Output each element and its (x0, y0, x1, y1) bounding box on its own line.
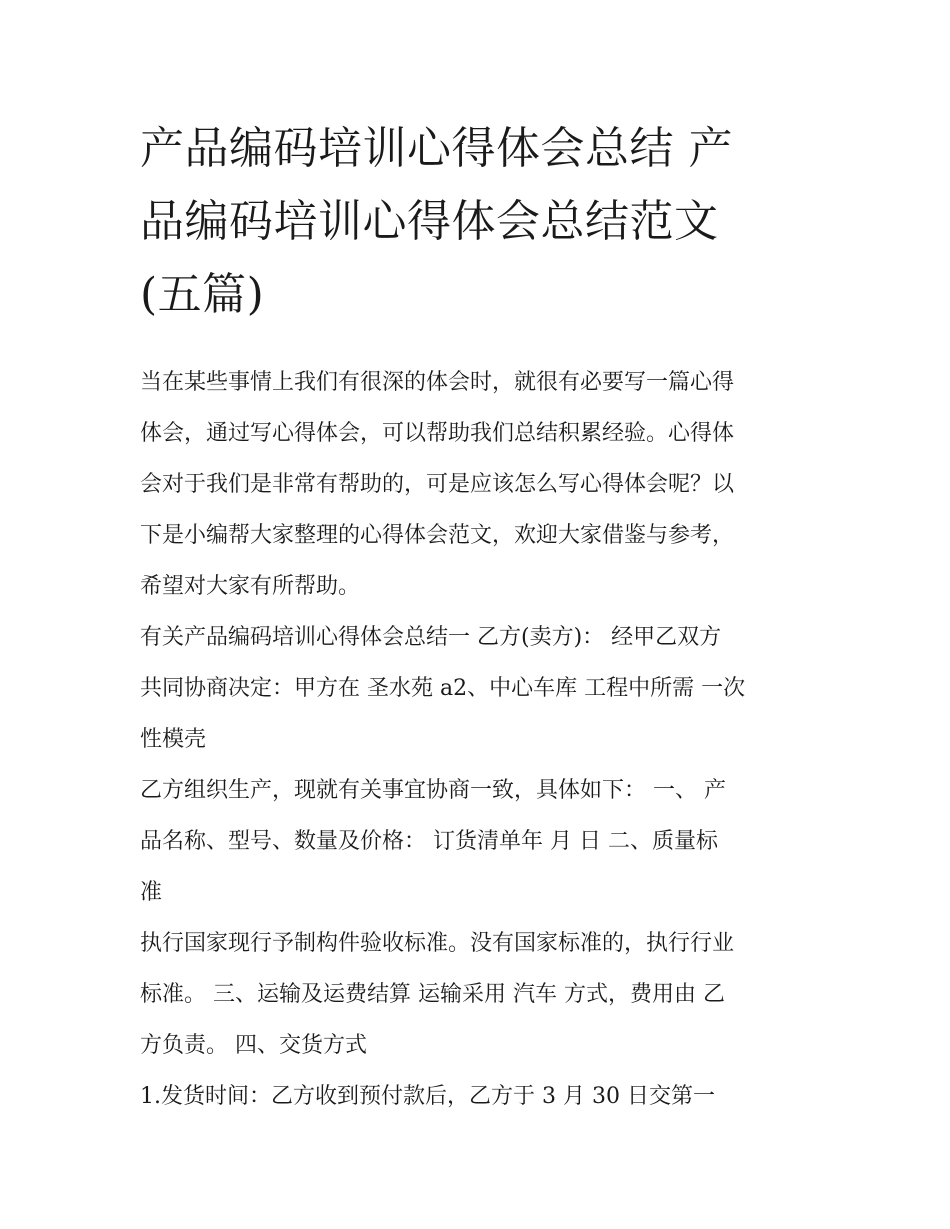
text-line: 希望对大家有所帮助。 (140, 574, 361, 599)
document-title (140, 112, 820, 331)
text-line: 当在某些事情上我们有很深的体会时，就很有必要写一篇心得 (140, 370, 735, 395)
text-line: 乙方组织生产，现就有关事宜协商一致，具体如下： 一、 产 (140, 778, 726, 803)
text-line: 体会，通过写心得体会，可以帮助我们总结积累经验。心得体 (140, 421, 735, 446)
document-body (140, 357, 830, 1122)
text-line: 执行国家现行予制构件验收标准。没有国家标准的，执行行业 (140, 931, 735, 956)
text-line: 1.发货时间：乙方收到预付款后，乙方于 3 月 30 日交第一 (140, 1084, 715, 1109)
text-line: 方负责。 四、交货方式 (140, 1033, 367, 1058)
paragraph-intro (140, 357, 830, 612)
text-line: 下是小编帮大家整理的心得体会范文，欢迎大家借鉴与参考， (140, 523, 735, 548)
title-line: (五篇) (140, 269, 265, 320)
paragraph-delivery (140, 1071, 830, 1122)
text-line: 准 (140, 880, 163, 905)
text-line: 品名称、型号、数量及价格： 订货清单年 月 日 二、质量标 (140, 829, 718, 854)
paragraph-product-terms (140, 765, 830, 918)
text-line: 有关产品编码培训心得体会总结一 乙方(卖方)： 经甲乙双方 (140, 625, 722, 650)
title-line: 品编码培训心得体会总结范文 (140, 196, 719, 247)
title-line: 产品编码培训心得体会总结 产 (140, 123, 733, 174)
text-line: 标准。 三、运输及运费结算 运输采用 汽车 方式，费用由 乙 (140, 982, 725, 1007)
paragraph-contract-parties (140, 612, 830, 765)
paragraph-quality-transport (140, 918, 830, 1071)
text-line: 性模壳 (140, 727, 207, 752)
text-line: 共同协商决定：甲方在 圣水苑 a2、中心车库 工程中所需 一次 (140, 676, 746, 701)
text-line: 会对于我们是非常有帮助的，可是应该怎么写心得体会呢？以 (140, 472, 735, 497)
